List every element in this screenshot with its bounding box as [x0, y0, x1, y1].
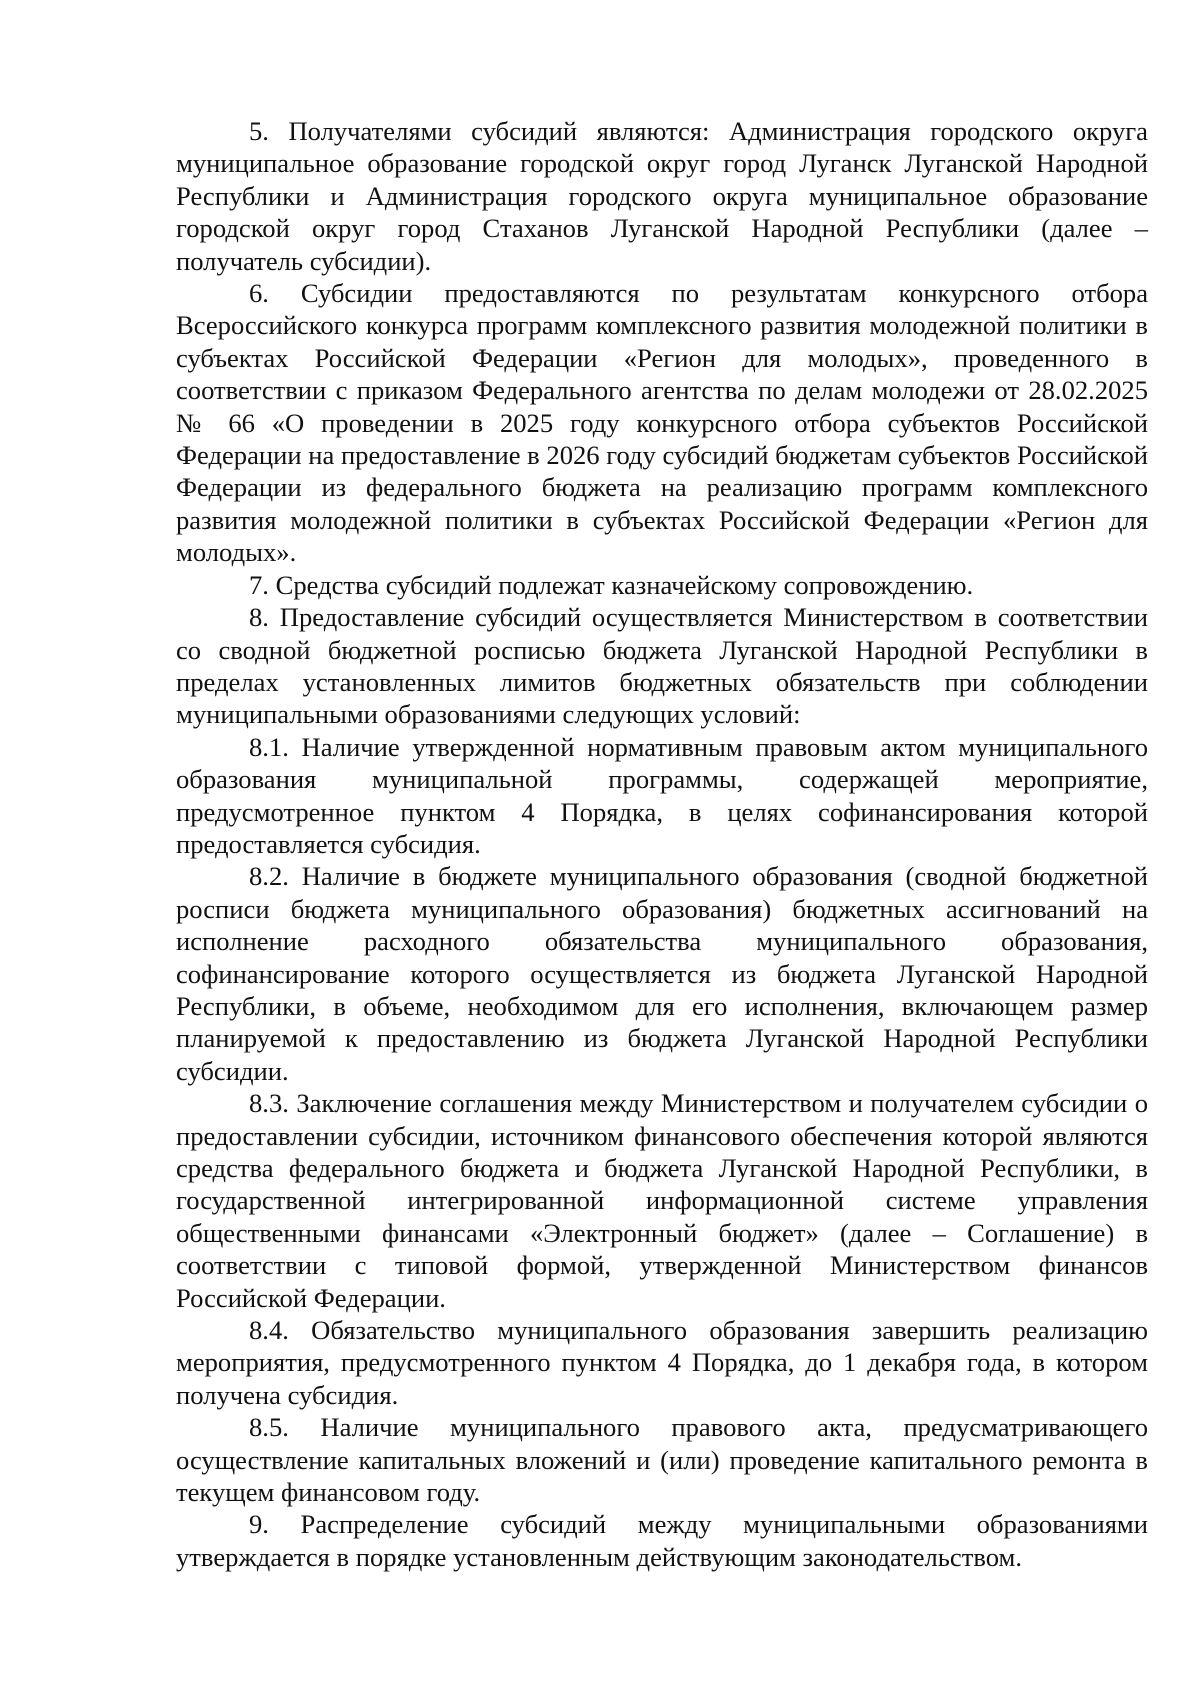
- paragraph-8: 8. Предоставление субсидий осуществляется Министерством в соответствии со сводной бюджетной росписью бюджета Луганской Народной Республики в пределах установленных лимитов бюджетных обязательств при соблюдении муниципальными образованиями следующих условий:: [176, 602, 1148, 730]
- document-page: [176, 115, 1148, 1573]
- paragraph-9: 9. Распределение субсидий между муниципальными образованиями утверждается в порядке установленным действующим законодательством.: [176, 1509, 1148, 1572]
- paragraph-8-4: 8.4. Обязательство муниципального образования завершить реализацию мероприятия, предусмотренного пунктом 4 Порядка, до 1 декабря года, в котором получена субсидия.: [176, 1315, 1148, 1410]
- paragraph-8-2: 8.2. Наличие в бюджете муниципального образования (сводной бюджетной росписи бюджета муниципального образования) бюджетных ассигнований на исполнение расходного обязательства муниципального образования, софинансирование которого осуществляется из бюджета Луганской Народной Республики, в объеме, необходимом для его исполнения, включающем размер планируемой к предоставлению из бюджета Луганской Народной Республики субсидии.: [176, 861, 1148, 1086]
- paragraph-6: 6. Субсидии предоставляются по результатам конкурсного отбора Всероссийского конкурса программ комплексного развития молодежной политики в субъектах Российской Федерации «Регион для молодых», проведенного в соответствии с приказом Федерального агентства по делам молодежи от 28.02.2025 № 66 «О проведении в 2025 году конкурсного отбора субъектов Российской Федерации на предоставление в 2026 году субсидий бюджетам субъектов Российской Федерации из федерального бюджета на реализацию программ комплексного развития молодежной политики в субъектах Российской Федерации «Регион для молодых».: [176, 278, 1148, 568]
- paragraph-7: 7. Средства субсидий подлежат казначейскому сопровождению.: [249, 569, 974, 600]
- paragraph-8-5: 8.5. Наличие муниципального правового акта, предусматривающего осуществление капитальных вложений и (или) проведение капитального ремонта в текущем финансовом году.: [176, 1412, 1148, 1508]
- paragraph-8-3: 8.3. Заключение соглашения между Министерством и получателем субсидии о предоставлении субсидии, источником финансового обеспечения которой являются средства федерального бюджета и бюджета Луганской Народной Республики, в государственной интегрированной информационной системе управления общественными финансами «Электронный бюджет» (далее – Соглашение) в соответствии с типовой формой, утвержденной Министерством финансов Российской Федерации.: [176, 1088, 1148, 1313]
- paragraph-5: 5. Получателями субсидий являются: Администрация городского округа муниципальное образование городской округ город Луганск Луганской Народной Республики и Администрация городского округа муниципальное образование городской округ город Стаханов Луганской Народной Республики (далее – получатель субсидии).: [176, 116, 1148, 276]
- paragraph-8-1: 8.1. Наличие утвержденной нормативным правовым актом муниципального образования муниципальной программы, содержащей мероприятие, предусмотренное пунктом 4 Порядка, в целях софинансирования которой предоставляется субсидия.: [176, 731, 1148, 859]
